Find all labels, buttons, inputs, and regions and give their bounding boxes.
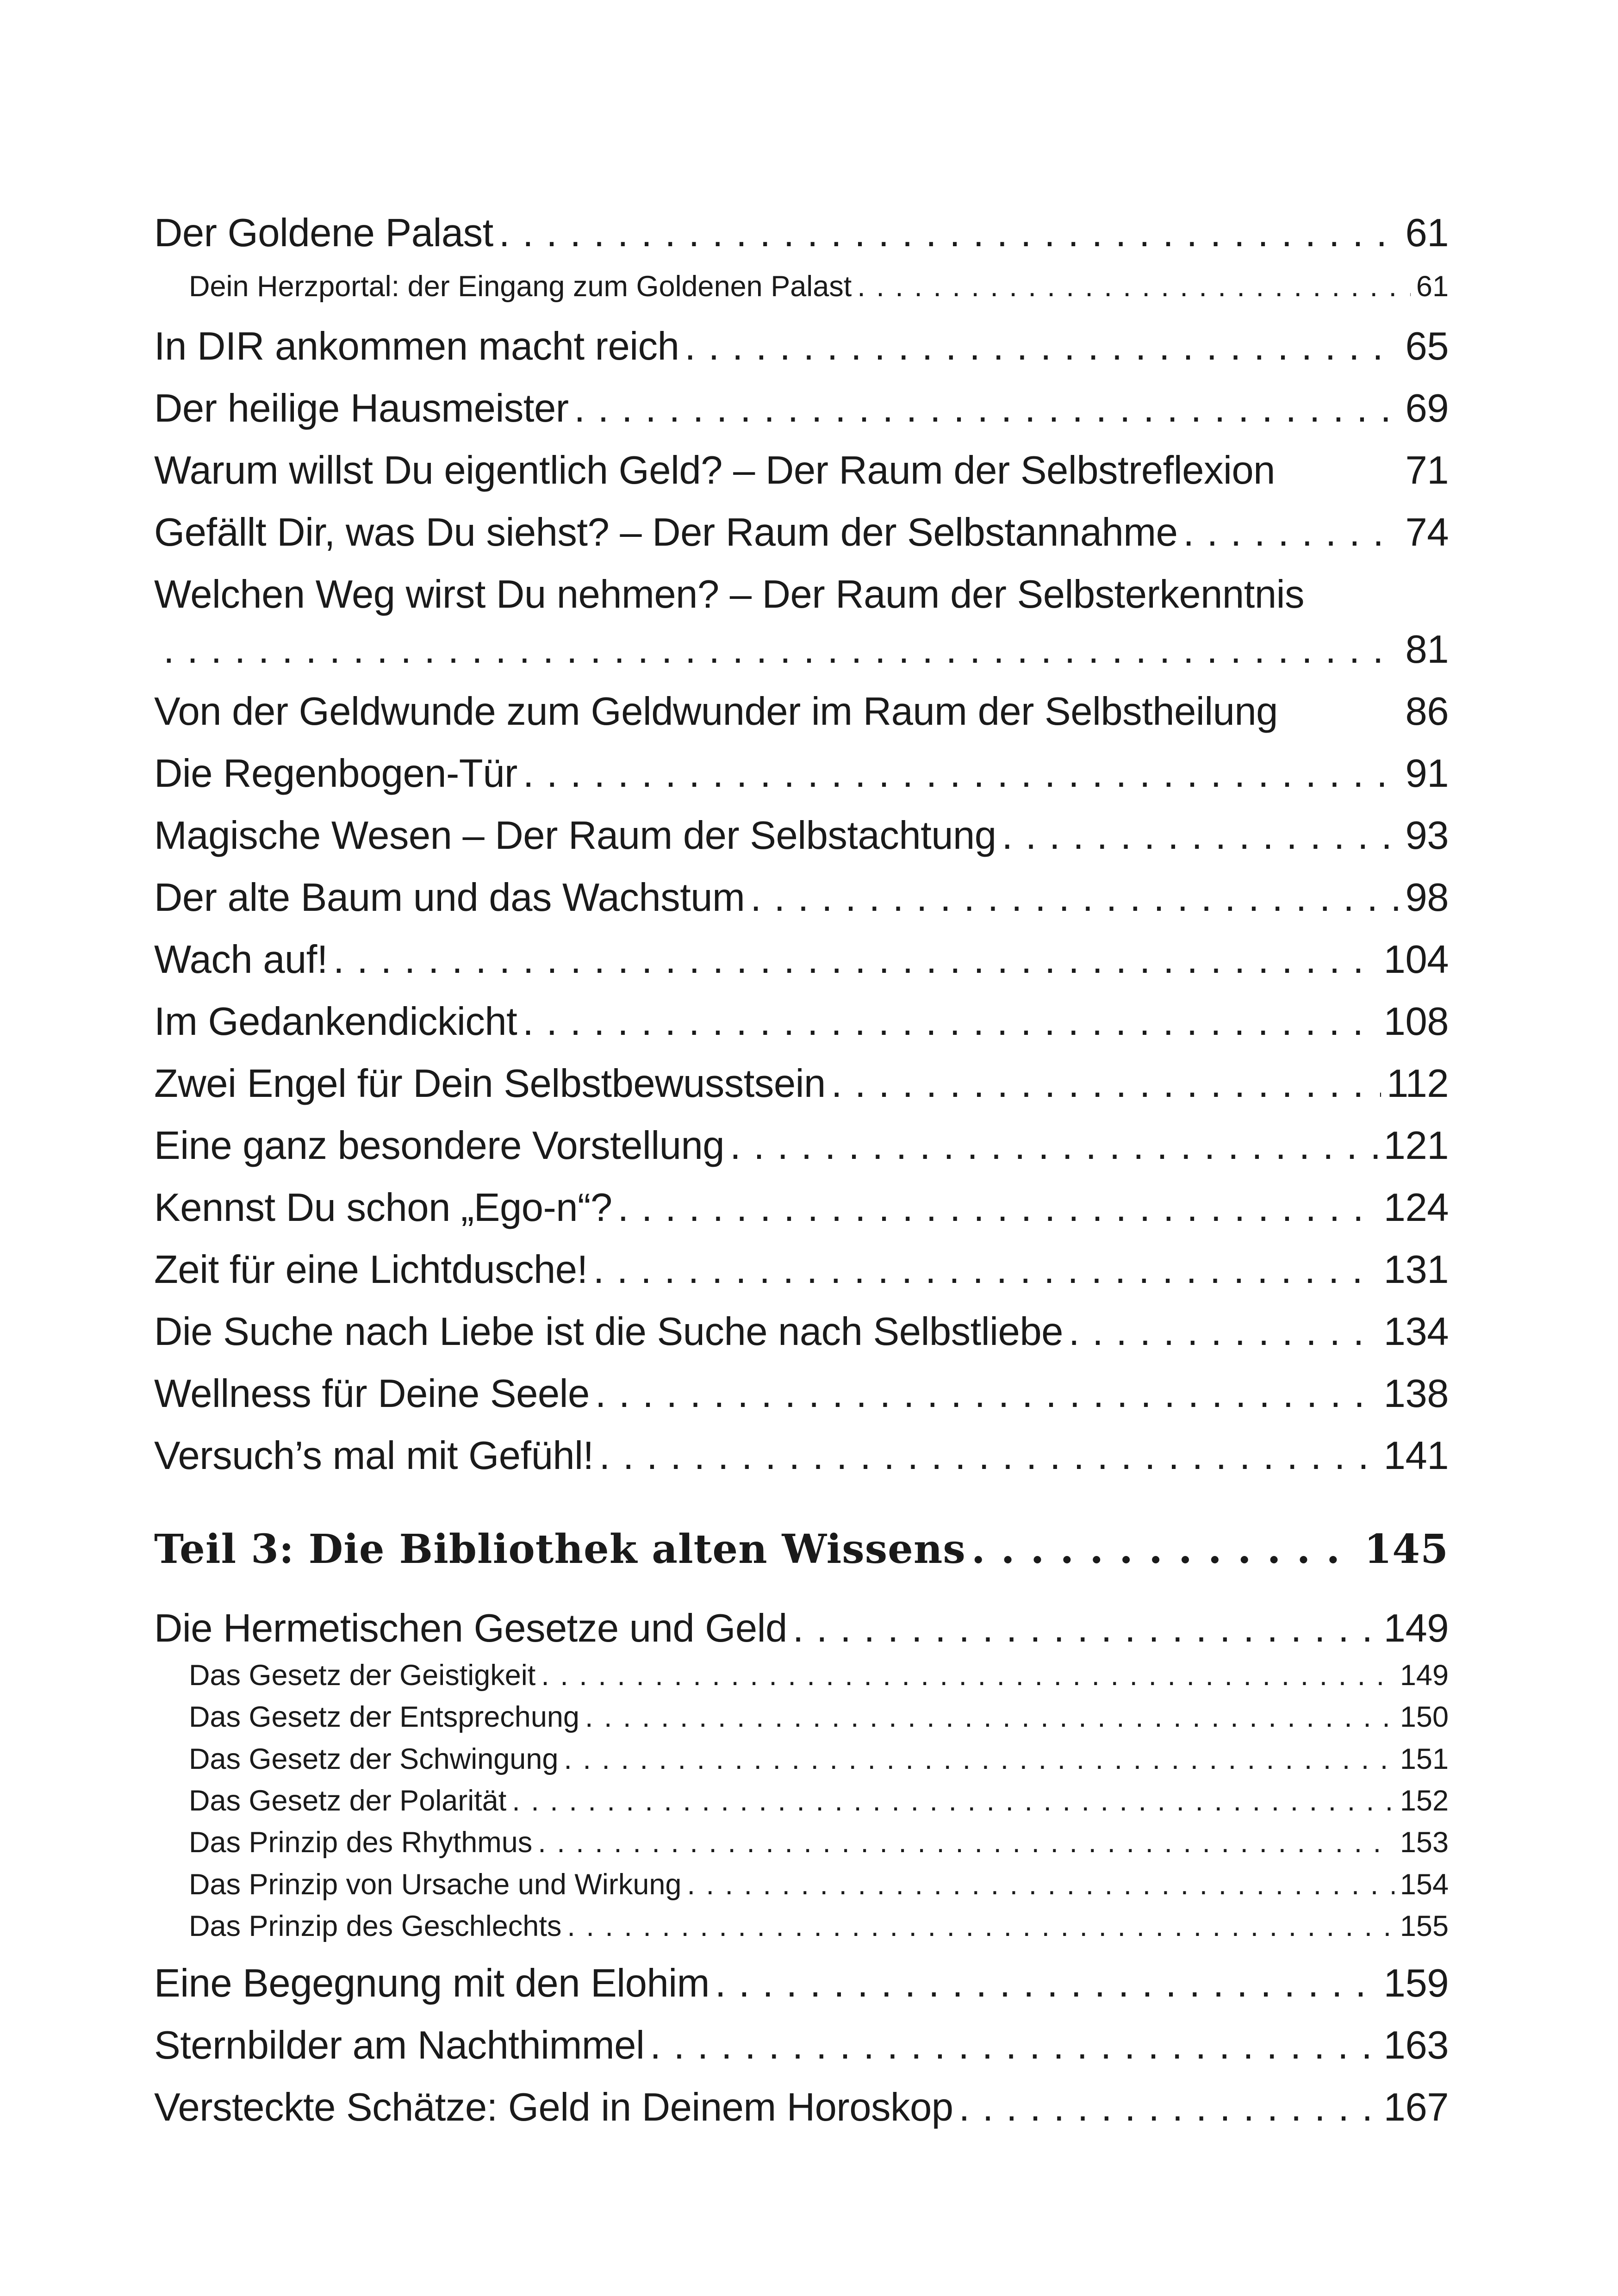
toc-entry-page: 104	[1383, 938, 1449, 982]
toc-entry-page: 69	[1405, 386, 1449, 430]
toc-part-page: 145	[1364, 1526, 1449, 1573]
toc-entry-title: Das Prinzip des Geschlechts	[189, 1910, 562, 1942]
toc-entry-page: 150	[1400, 1701, 1449, 1733]
toc-entry-page: 74	[1405, 510, 1449, 554]
toc-entry-page: 159	[1383, 1961, 1449, 2005]
toc-entry-title: Der alte Baum und das Wachstum	[154, 876, 745, 920]
toc-entry	[154, 2023, 1449, 2068]
toc-entry	[154, 324, 1449, 369]
toc-leader-dots	[1002, 813, 1400, 859]
toc-entry-title: Das Gesetz der Polarität	[189, 1785, 507, 1817]
toc-leader-dots	[715, 1961, 1378, 2006]
toc-entry-title: In DIR ankommen macht reich	[154, 324, 679, 368]
table-of-contents	[154, 0, 1449, 2296]
toc-leader-dots	[687, 1868, 1394, 1901]
toc-entry	[154, 1061, 1449, 1107]
toc-entry	[154, 1371, 1449, 1417]
toc-entry-title: Zeit für eine Lichtdusche!	[154, 1248, 588, 1292]
toc-entry-page: 167	[1383, 2085, 1449, 2129]
toc-entry-page: 86	[1405, 690, 1449, 734]
toc-entry	[154, 999, 1449, 1045]
toc-entry-title: Die Regenbogen-Tür	[154, 752, 517, 796]
toc-entry	[154, 1247, 1449, 1293]
toc-entry-title: Sternbilder am Nachthimmel	[154, 2023, 645, 2067]
toc-leader-dots	[499, 211, 1400, 256]
toc-leader-dots	[730, 1123, 1378, 1169]
toc-subentry	[189, 1826, 1449, 1859]
toc-subentry	[189, 1659, 1449, 1692]
toc-entry-page: 152	[1400, 1785, 1449, 1817]
toc-entry-title: Das Gesetz der Entsprechung	[189, 1701, 579, 1733]
toc-entry-title: Im Gedankendickicht	[154, 1000, 517, 1044]
toc-leader-dots	[1183, 510, 1400, 555]
toc-entry-page: 153	[1400, 1826, 1449, 1859]
toc-entry-title: Das Gesetz der Schwingung	[189, 1743, 559, 1775]
toc-entry-page: 138	[1383, 1372, 1449, 1416]
toc-subentry	[189, 1700, 1449, 1734]
toc-leader-dots	[541, 1659, 1394, 1692]
toc-part-title: Teil 3: Die Bibliothek alten Wissens	[154, 1526, 966, 1573]
toc-entry-title: Der Goldene Palast	[154, 211, 493, 255]
toc-leader-dots	[163, 627, 1400, 672]
toc-leader-dots	[857, 270, 1411, 303]
toc-leader-dots	[1069, 1309, 1378, 1355]
toc-entry-title: Eine ganz besondere Vorstellung	[154, 1124, 725, 1168]
toc-subentry	[189, 270, 1449, 303]
toc-entry-title: Gefällt Dir, was Du siehst? – Der Raum der Selbstannahme	[154, 510, 1178, 554]
toc-entry-page: 81	[1405, 628, 1449, 672]
toc-entry	[154, 448, 1449, 493]
toc-entry-title: Wach auf!	[154, 938, 328, 982]
toc-entry-title: Kennst Du schon „Ego-n“?	[154, 1186, 612, 1230]
toc-subentry	[189, 1784, 1449, 1817]
toc-entry-title: Eine Begegnung mit den Elohim	[154, 1961, 709, 2005]
toc-entry-title: Wellness für Deine Seele	[154, 1372, 590, 1416]
toc-entry-page: 71	[1405, 448, 1449, 492]
toc-entry	[154, 1123, 1449, 1169]
toc-entry	[154, 211, 1449, 256]
toc-entry	[154, 751, 1449, 796]
toc-leader-dots	[512, 1784, 1394, 1817]
toc-entry-page: 149	[1400, 1659, 1449, 1692]
toc-entry-page: 98	[1405, 876, 1449, 920]
toc-leader-dots	[593, 1247, 1378, 1293]
toc-subentry	[189, 1742, 1449, 1776]
toc-entry-title: Zwei Engel für Dein Selbstbewusstsein	[154, 1062, 826, 1106]
toc-entry-title: Das Prinzip von Ursache und Wirkung	[189, 1868, 682, 1901]
toc-leader-dots	[567, 1910, 1394, 1943]
toc-leader-dots	[959, 2085, 1378, 2130]
toc-entry-title: Die Suche nach Liebe ist die Suche nach Selbstliebe	[154, 1310, 1063, 1354]
toc-leader-dots	[685, 324, 1400, 369]
toc-entry-page: 65	[1405, 324, 1449, 368]
toc-entry-title: Warum willst Du eigentlich Geld? – Der Raum der Selbstreflexion	[154, 448, 1275, 492]
toc-entry	[154, 689, 1449, 734]
toc-leader-dots	[574, 386, 1400, 431]
toc-leader-dots	[618, 1185, 1378, 1231]
toc-entry-page: 154	[1400, 1868, 1449, 1901]
toc-leader-dots	[971, 1526, 1359, 1573]
toc-leader-dots	[333, 937, 1378, 983]
toc-leader-dots	[750, 875, 1400, 921]
toc-leader-dots	[585, 1700, 1394, 1734]
toc-leader-dots	[650, 2023, 1378, 2068]
toc-entry-page: 91	[1405, 752, 1449, 796]
toc-entry	[154, 813, 1449, 859]
toc-entry	[154, 1433, 1449, 1479]
toc-entry-page: 108	[1383, 1000, 1449, 1044]
toc-entry-page: 124	[1383, 1186, 1449, 1230]
toc-entry-page: 134	[1383, 1310, 1449, 1354]
toc-entry-title: Magische Wesen – Der Raum der Selbstachtung	[154, 814, 996, 858]
toc-entry-continuation	[154, 627, 1449, 672]
toc-entry	[154, 1606, 1449, 1651]
toc-entry-title: Versuch’s mal mit Gefühl!	[154, 1434, 594, 1478]
toc-entry	[154, 1309, 1449, 1355]
toc-entry-title: Versteckte Schätze: Geld in Deinem Horoskop	[154, 2085, 953, 2129]
toc-leader-dots	[831, 1061, 1381, 1107]
toc-leader-dots	[538, 1826, 1394, 1859]
toc-leader-dots	[564, 1742, 1394, 1776]
toc-entry-page: 149	[1383, 1606, 1449, 1650]
toc-entry-page: 141	[1383, 1434, 1449, 1478]
toc-subentry	[189, 1868, 1449, 1901]
toc-entry-page: 163	[1383, 2023, 1449, 2067]
toc-leader-dots	[599, 1433, 1378, 1479]
toc-entry-page: 155	[1400, 1910, 1449, 1942]
toc-entry	[154, 386, 1449, 431]
toc-entry-page: 121	[1383, 1124, 1449, 1168]
toc-entry-page: 112	[1386, 1062, 1449, 1106]
toc-entry-title: Die Hermetischen Gesetze und Geld	[154, 1606, 787, 1650]
toc-entry	[154, 875, 1449, 921]
toc-leader-dots	[523, 999, 1378, 1045]
toc-entry	[154, 1961, 1449, 2006]
toc-leader-dots	[793, 1606, 1378, 1651]
toc-leader-dots	[595, 1371, 1378, 1417]
toc-entry-title: Der heilige Hausmeister	[154, 386, 569, 430]
toc-entry-page: 131	[1383, 1248, 1449, 1292]
toc-entry	[154, 510, 1449, 555]
toc-part-heading	[154, 1526, 1449, 1573]
toc-entry	[154, 2085, 1449, 2130]
toc-entry	[154, 937, 1449, 983]
toc-entry-title: Von der Geldwunde zum Geldwunder im Raum der Selbstheilung	[154, 690, 1278, 734]
toc-entry-title: Das Prinzip des Rhythmus	[189, 1826, 533, 1859]
toc-entry-page: 61	[1416, 270, 1449, 303]
toc-entry	[154, 1185, 1449, 1231]
toc-entry-page: 151	[1400, 1743, 1449, 1775]
toc-entry-title: Das Gesetz der Geistigkeit	[189, 1659, 536, 1692]
toc-entry-title-wrapped: Welchen Weg wirst Du nehmen? – Der Raum der Selbsterkenntnis	[154, 572, 1304, 616]
toc-entry-page: 61	[1405, 211, 1449, 255]
toc-subentry	[189, 1910, 1449, 1943]
toc-entry-page: 93	[1405, 814, 1449, 858]
toc-leader-dots	[523, 751, 1400, 796]
toc-entry-title: Dein Herzportal: der Eingang zum Goldenen Palast	[189, 270, 852, 303]
